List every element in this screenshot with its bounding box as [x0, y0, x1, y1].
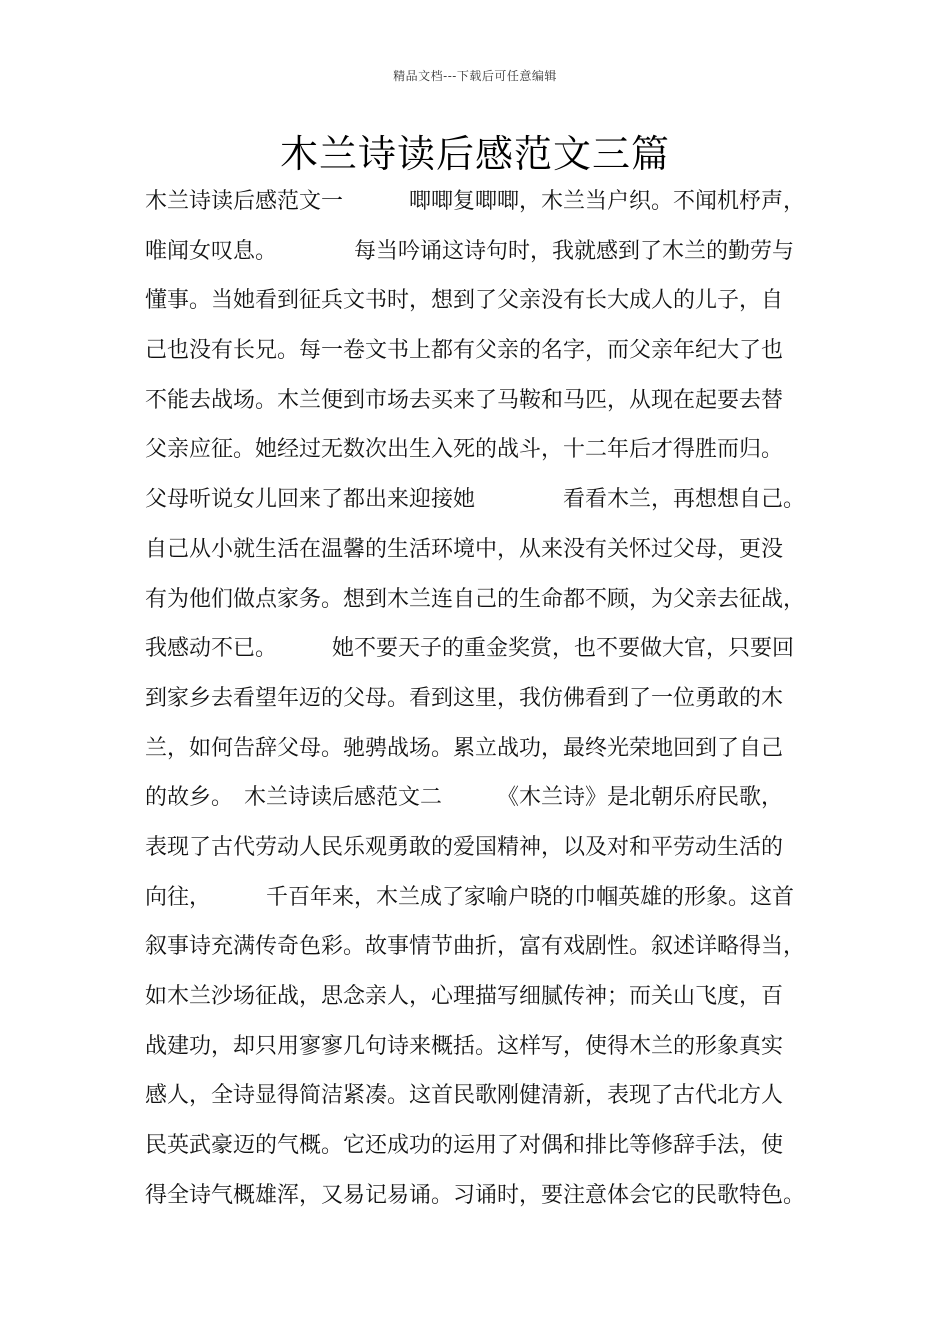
body-line: 父母听说女儿回来了都出来迎接她 看看木兰，再想想自己。: [145, 487, 806, 513]
document-title: 木兰诗读后感范文三篇: [279, 132, 670, 176]
body-line: 民英武豪迈的气概。它还成功的运用了对偶和排比等修辞手法，使: [145, 1133, 784, 1159]
header-note: 精品文档---下载后可任意编辑: [393, 69, 557, 83]
body-line: 的故乡。 木兰诗读后感范文二 《木兰诗》是北朝乐府民歌，: [145, 785, 784, 811]
body-line: 我感动不已。 她不要天子的重金奖赏，也不要做大官，只要回: [145, 636, 795, 662]
body-line: 感人，全诗显得简洁紧凑。这首民歌刚健清新，表现了古代北方人: [145, 1083, 784, 1109]
body-line: 如木兰沙场征战，思念亲人，心理描写细腻传神；而关山飞度，百: [145, 984, 784, 1009]
body-line: 不能去战场。木兰便到市场去买来了马鞍和马匹，从现在起要去替: [145, 387, 784, 413]
body-line: 己也没有长兄。每一卷文书上都有父亲的名字，而父亲年纪大了也: [145, 338, 784, 364]
body-line: 叙事诗充满传奇色彩。故事情节曲折，富有戏剧性。叙述详略得当，: [145, 934, 806, 960]
body-line: 木兰诗读后感范文一 唧唧复唧唧，木兰当户织。不闻机杼声，: [145, 189, 806, 214]
body-line: 兰，如何告辞父母。驰骋战场。累立战功，最终光荣地回到了自己: [145, 735, 784, 761]
body-line: 战建功，却只用寥寥几句诗来概括。这样写，使得木兰的形象真实: [145, 1033, 784, 1059]
document-body: [145, 182, 835, 1225]
body-line: 父亲应征。她经过无数次出生入死的战斗，十二年后才得胜而归。: [145, 437, 784, 463]
body-line: 向往， 千百年来，木兰成了家喻户晓的巾帼英雄的形象。这首: [145, 884, 795, 910]
body-line: 得全诗气概雄浑，又易记易诵。习诵时，要注意体会它的民歌特色。: [145, 1182, 806, 1208]
body-line: 表现了古代劳动人民乐观勇敢的爱国精神，以及对和平劳动生活的: [145, 834, 784, 860]
body-line: 懂事。当她看到征兵文书时，想到了父亲没有长大成人的儿子，自: [145, 288, 784, 314]
body-line: 有为他们做点家务。想到木兰连自己的生命都不顾，为父亲去征战，: [145, 586, 806, 612]
body-line: 到家乡去看望年迈的父母。看到这里，我仿佛看到了一位勇敢的木: [145, 685, 784, 711]
body-line: 自己从小就生活在温馨的生活环境中，从来没有关怀过父母，更没: [145, 536, 784, 562]
body-line: 唯闻女叹息。 每当吟诵这诗句时，我就感到了木兰的勤劳与: [145, 238, 795, 264]
